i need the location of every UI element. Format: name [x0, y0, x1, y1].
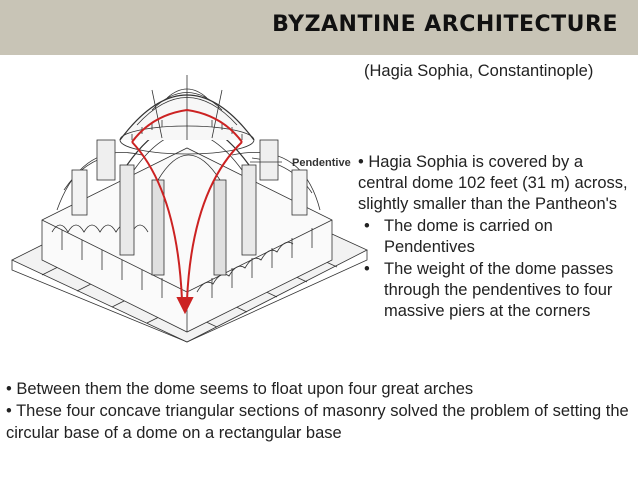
hagia-sophia-cutaway-illustration	[2, 70, 374, 345]
pendentive-label: Pendentive	[292, 157, 351, 169]
bullet-sub-2	[358, 259, 636, 322]
bullet-marker: •	[364, 260, 370, 278]
bottom-bullet-2: • These four concave triangular sections of masonry solved the problem of setting the circular base of a dome on a rectangular base	[6, 402, 629, 442]
bullet-intro: • Hagia Sophia is covered by a central dome 102 feet (31 m) across, slightly smaller than the Pantheon's	[358, 153, 628, 213]
page-title: BYZANTINE ARCHITECTURE	[272, 12, 618, 37]
bullet-sub-1-text: The dome is carried on Pendentives	[384, 217, 553, 256]
bullet-marker: •	[364, 217, 370, 235]
bottom-bullet-1: • Between them the dome seems to float upon four great arches	[6, 380, 474, 398]
bullet-sub-2-text: The weight of the dome passes through the pendentives to four massive piers at the corners	[384, 260, 614, 320]
bullet-list	[358, 152, 636, 322]
title-bar	[0, 0, 638, 55]
bottom-text	[6, 378, 636, 444]
subtitle: (Hagia Sophia, Constantinople)	[364, 62, 594, 80]
bullet-sub-1	[358, 216, 636, 258]
